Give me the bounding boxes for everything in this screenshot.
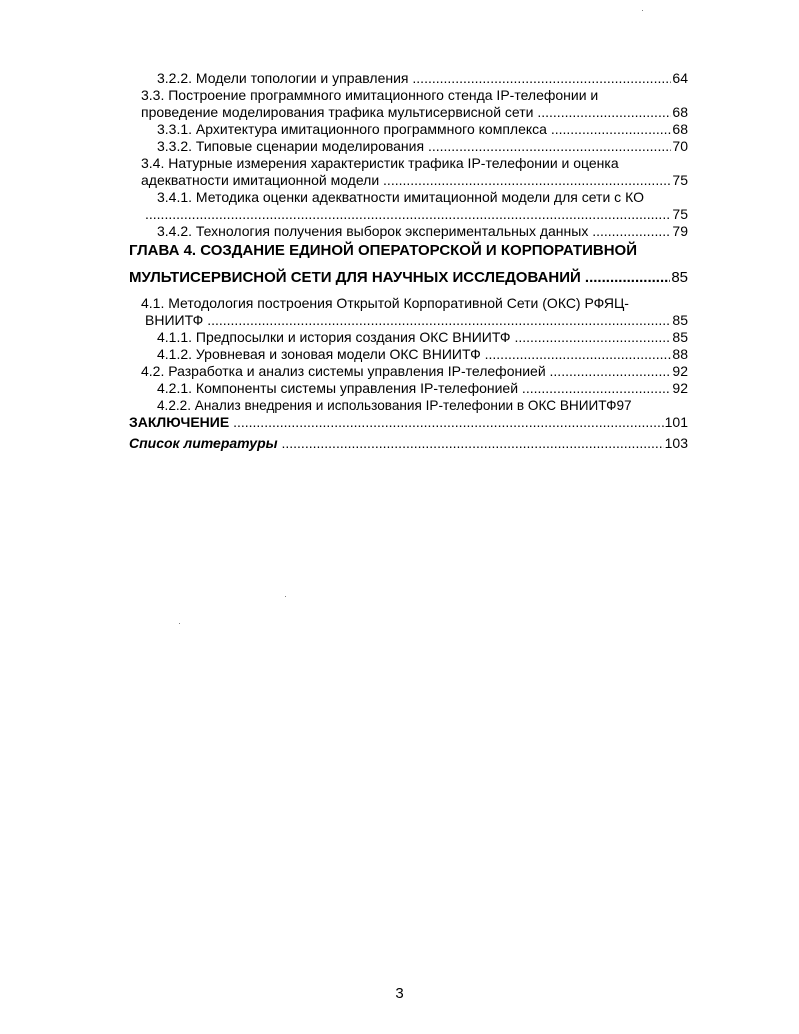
toc-entry-title: 3.4.2. Технология получения выборок экспериментальных данных (157, 223, 589, 239)
toc-entry-page: 85 (672, 329, 688, 345)
toc-entry-title-line2: проведение моделирования трафика мультисервисной сети (141, 104, 534, 120)
page-number: 3 (395, 985, 404, 1002)
scan-speck (285, 596, 286, 597)
toc-entry-3-4-1[interactable] (129, 189, 688, 223)
toc-entry-title-line2: МУЛЬТИСЕРВИСНОЙ СЕТИ ДЛЯ НАУЧНЫХ ИССЛЕДОВАНИЙ (129, 269, 581, 286)
toc-entry-title: 4.2.2. Анализ внедрения и использования IP-телефонии в ОКС ВНИИТФ (157, 398, 617, 413)
toc-entry-page: 97 (616, 398, 632, 413)
toc-entry-page: 75 (672, 172, 688, 188)
toc-entry-4-1-1[interactable] (129, 329, 688, 346)
toc-entry-3-4[interactable] (129, 155, 688, 189)
toc-entry-title: ЗАКЛЮЧЕНИЕ (129, 414, 230, 430)
toc-entry-page: 92 (672, 380, 688, 396)
toc-entry-4-2-1[interactable] (129, 380, 688, 397)
toc-entry-3-3-2[interactable] (129, 138, 688, 155)
toc-entry-title: 3.3.2. Типовые сценарии моделирования (157, 138, 425, 154)
toc-entry-4-2[interactable] (129, 363, 688, 380)
toc-entry-title-line1: ГЛАВА 4. СОЗДАНИЕ ЕДИНОЙ ОПЕРАТОРСКОЙ И КОРПОРАТИВНОЙ (129, 242, 637, 259)
toc-entry-page: 101 (664, 414, 688, 430)
toc-entry-title: 3.2.2. Модели топологии и управления (157, 70, 409, 86)
toc-entry-chapter-4[interactable] (129, 239, 688, 289)
toc-entry-page: 70 (672, 138, 688, 154)
toc-entry-title: 4.1.2. Уровневая и зоновая модели ОКС ВНИИТФ (157, 346, 481, 362)
toc-entry-page: 85 (672, 312, 688, 328)
toc-entry-page: 64 (672, 70, 688, 86)
toc-entry-page: 103 (664, 435, 688, 451)
toc-entry-title: 4.2. Разработка и анализ системы управления IP-телефонией (141, 363, 546, 379)
toc-entry-3-2-2[interactable] (129, 70, 688, 87)
toc-entry-4-2-2[interactable] (129, 397, 688, 414)
toc-entry-page: 75 (672, 206, 688, 222)
scan-speck (179, 623, 180, 624)
toc-entry-title-line2: адекватности имитационной модели (141, 172, 380, 188)
toc-entry-4-1[interactable] (129, 295, 688, 329)
toc-entry-title-line1: 3.4. Натурные измерения характеристик трафика IP-телефонии и оценка (141, 155, 619, 171)
toc-entry-3-3[interactable] (129, 87, 688, 121)
toc-entry-page: 85 (670, 266, 688, 289)
toc-entry-title-line1: 3.4.1. Методика оценки адекватности имитационной модели для сети с КО (157, 189, 644, 205)
toc-entry-page: 88 (672, 346, 688, 362)
toc-entry-page: 68 (672, 104, 688, 120)
toc-entry-references[interactable] (129, 435, 688, 452)
toc-entry-page: 79 (672, 223, 688, 239)
toc-entry-title: 4.1.1. Предпосылки и история создания ОКС ВНИИТФ (157, 329, 511, 345)
toc-entry-title-line2: ВНИИТФ (145, 312, 204, 328)
table-of-contents (129, 70, 688, 452)
toc-entry-3-3-1[interactable] (129, 121, 688, 138)
toc-entry-4-1-2[interactable] (129, 346, 688, 363)
toc-entry-title: Список литературы (129, 435, 278, 451)
toc-entry-title: 4.2.1. Компоненты системы управления IP-телефонией (157, 380, 519, 396)
toc-entry-title-line1: 4.1. Методология построения Открытой Корпоративной Сети (ОКС) РФЯЦ- (141, 295, 629, 311)
toc-entry-title: 3.3.1. Архитектура имитационного программного комплекса (157, 121, 547, 137)
toc-entry-page: 68 (672, 121, 688, 137)
toc-entry-title-line1: 3.3. Построение программного имитационного стенда IP-телефонии и (141, 87, 599, 103)
toc-entry-page: 92 (672, 363, 688, 379)
toc-entry-3-4-2[interactable] (129, 223, 688, 240)
scan-speck (642, 10, 643, 11)
toc-entry-conclusion[interactable] (129, 414, 688, 431)
